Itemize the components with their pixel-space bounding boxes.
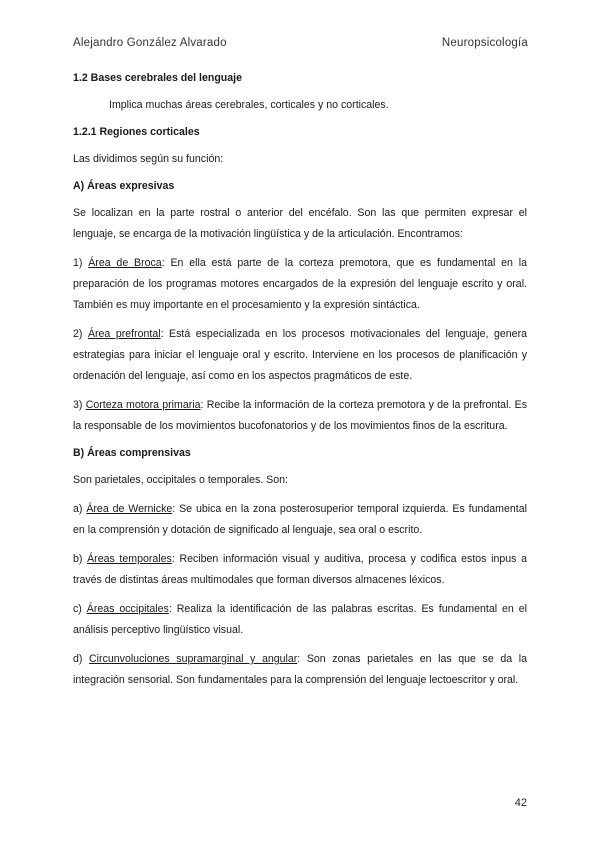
header-author: Alejandro González Alvarado bbox=[73, 37, 227, 49]
subsection-title: 1.2.1 Regiones corticales bbox=[73, 126, 200, 138]
expresivas-item-motora bbox=[73, 395, 527, 437]
item-text: : Realiza la identificación de las palabras escritas. Es fundamental en el análisis perceptivo lingüístico visual. bbox=[73, 603, 527, 636]
comprensivas-item-wernicke bbox=[73, 499, 527, 541]
section-intro: Implica muchas áreas cerebrales, corticales y no corticales. bbox=[109, 99, 389, 111]
item-term: Áreas occipitales bbox=[86, 603, 169, 615]
comprensivas-item-circunvoluciones bbox=[73, 649, 527, 691]
item-prefix: d) bbox=[73, 653, 90, 665]
item-prefix: 3) bbox=[73, 399, 86, 411]
item-prefix: a) bbox=[73, 503, 87, 515]
page-number: 42 bbox=[514, 797, 527, 809]
expresivas-intro: Se localizan en la parte rostral o anterior del encéfalo. Son las que permiten expresar el lenguaje, se encarga de la motivación lingüística y de la articulación. Encontramos: bbox=[73, 207, 527, 240]
expresivas-item-broca bbox=[73, 253, 527, 316]
expresivas-item-prefrontal bbox=[73, 324, 527, 387]
comprensivas-item-temporales bbox=[73, 549, 527, 591]
header-subject: Neuropsicología bbox=[441, 37, 528, 49]
item-text: : Reciben información visual y auditiva, procesa y codifica estos inpus a través de distintas áreas multimodales que forman diversos almacenes léxicos. bbox=[73, 553, 527, 586]
item-prefix: b) bbox=[73, 553, 88, 565]
item-prefix: c) bbox=[73, 603, 87, 615]
item-text: : Recibe la información de la corteza premotora y de la prefrontal. Es la responsable de los movimientos bucofonatorios y de los movimientos finos de la escritura. bbox=[73, 399, 527, 432]
item-term: Corteza motora primaria bbox=[85, 399, 201, 411]
comprensivas-intro: Son parietales, occipitales o temporales. Son: bbox=[73, 474, 288, 486]
item-text: : Son zonas parietales en las que se da la integración sensorial. Son fundamentales para la comprensión del lenguaje lectoescritor y oral. bbox=[73, 653, 527, 686]
comprensivas-item-occipitales bbox=[73, 599, 527, 641]
expresivas-title: A) Áreas expresivas bbox=[73, 180, 175, 192]
item-term: Circunvoluciones supramarginal y angular bbox=[89, 653, 298, 665]
item-term: Área de Wernicke bbox=[86, 503, 173, 515]
comprensivas-title: B) Áreas comprensivas bbox=[73, 447, 191, 459]
item-term: Áreas temporales bbox=[87, 553, 172, 565]
item-prefix: 1) bbox=[73, 257, 89, 269]
section-title: 1.2 Bases cerebrales del lenguaje bbox=[73, 72, 243, 84]
item-text: : Se ubica en la zona posterosuperior temporal izquierda. Es fundamental en la comprensión y dotación de significado al lenguaje, sea oral o escrito. bbox=[73, 503, 527, 536]
item-term: Área de Broca bbox=[88, 257, 162, 269]
item-term: Área prefrontal bbox=[87, 328, 161, 340]
item-text: : Está especializada en los procesos motivacionales del lenguaje, genera estrategias para iniciar el lenguaje oral y escrito. Interviene en los procesos de planificación y ordenación del lenguaje, así como en los aspectos pragmáticos de este. bbox=[73, 328, 527, 382]
item-prefix: 2) bbox=[73, 328, 88, 340]
subsection-intro: Las dividimos según su función: bbox=[73, 153, 224, 165]
item-text: : En ella está parte de la corteza premotora, que es fundamental en la preparación de los programas motores encargados de la expresión del lenguaje escrito y oral. También es muy importante en el procesamiento y la expresión sintáctica. bbox=[73, 257, 527, 311]
page-content bbox=[73, 68, 527, 691]
